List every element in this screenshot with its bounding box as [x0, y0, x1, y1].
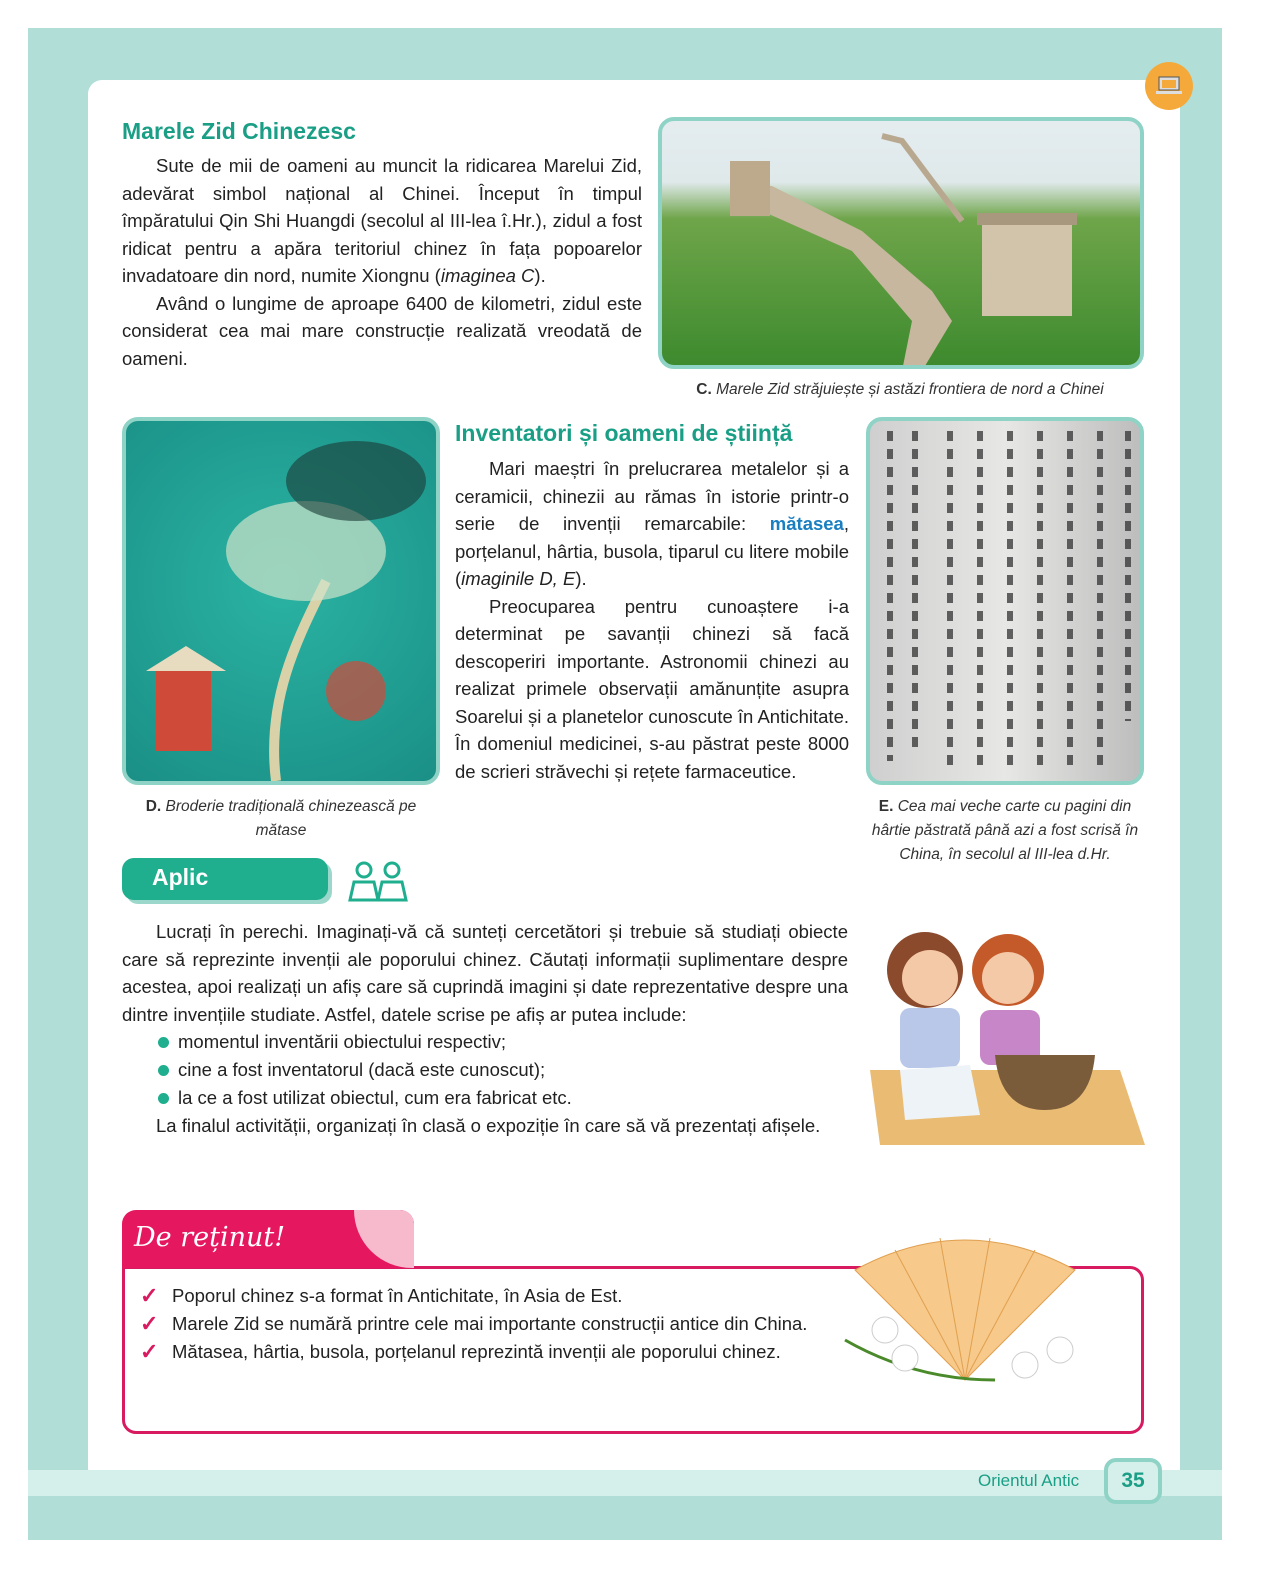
footer-chapter: Orientul Antic: [978, 1471, 1080, 1490]
check-icon: ✓: [140, 1283, 159, 1308]
children-illustration: [860, 920, 1150, 1155]
caption-e: E. Cea mai veche carte cu pagini din hârtie păstrată până azi a fost scrisă în China, în secolul al III-lea d.Hr.: [871, 798, 1139, 863]
check-icon: ✓: [140, 1339, 159, 1364]
retinut-list: [140, 1282, 810, 1366]
ancient-book-image: [866, 417, 1144, 785]
section-title-great-wall: Marele Zid Chinezesc: [122, 118, 356, 144]
caption-c: C. Marele Zid străjuiește și astăzi frontiera de nord a Chinei: [696, 381, 1104, 398]
aplic-bullets: [154, 1028, 848, 1112]
retinut-item: ✓ Poporul chinez s-a format în Antichitate, în Asia de Est.: [140, 1283, 623, 1308]
check-icon: ✓: [140, 1311, 159, 1336]
fan-illustration: [835, 1230, 1095, 1405]
aplic-badge: [122, 858, 328, 900]
de-retinut-header: De reținut!: [122, 1210, 414, 1268]
page-number: 35: [1104, 1458, 1162, 1504]
retinut-item: ✓ Mătasea, hârtia, busola, porțelanul reprezintă invenții ale poporului chinez.: [140, 1339, 781, 1364]
retinut-item: ✓ Marele Zid se numără printre cele mai importante construcții antice din China.: [140, 1311, 808, 1336]
silk-embroidery-image: [122, 417, 440, 785]
caption-d: D. Broderie tradițională chinezească pe mătase: [145, 798, 417, 839]
great-wall-image: [658, 117, 1144, 369]
aplic-text: Lucrați în perechi. Imaginați-vă că sunteți cercetători și trebuie să studiați obiecte care să reprezinte invenții ale poporului chinez. Căutați informații suplimentare despre acestea, apoi realizați un afiș care să cuprindă imagini și date reprezentative despre una dintre invențiile studiate. Astfel, datele scrise pe afiș ar putea include: momentul inventării obiectului respectiv; cine a fost inventatorul (dacă este cunoscut); la ce a fost utilizat obiectul, cum era fabricat etc. La finalul activității, organizați în clasă o expoziție în care să vă prezentați afișele.: [122, 921, 848, 1136]
digital-laptop-icon[interactable]: [1145, 62, 1193, 110]
great-wall-text: Sute de mii de oameni au muncit la ridicarea Marelui Zid, adevărat simbol național al Chinei. Început în timpul împăratului Qin Shi Huangdi (secolul al III-lea î.Hr.), zidul a fost ridicat pentru a apăra teritoriul chinez în fața popoarelor invadatoare din nord, numite Xiongnu (imaginea C). Având o lungime de aproape 6400 de kilometri, zidul este considerat cea mai mare construcție realizată vreodată de oameni.: [122, 155, 642, 369]
bullet-item: momentul inventării obiectului respectiv;: [154, 1028, 848, 1056]
section-title-inventors: Inventatori și oameni de știință: [455, 420, 793, 446]
pair-work-icon: [346, 860, 412, 907]
bullet-item: la ce a fost utilizat obiectul, cum era fabricat etc.: [154, 1084, 848, 1112]
bullet-item: cine a fost inventatorul (dacă este cunoscut);: [154, 1056, 848, 1084]
inventors-text: Mari maeștri în prelucrarea metalelor și a ceramicii, chinezii au rămas în istorie printr-o serie de invenții remarcabile: mătasea, porțelanul, hârtia, busola, tiparul cu litere mobile (imaginile D, E). Preocuparea pentru cunoaștere i-a determinat pe savanții chinezi să facă descoperiri importante. Astronomii chinezi au realizat primele observații amănunțite asupra Soarelui și a planetelor cunoscute în Antichitate. În domeniul medicinei, s-au păstrat peste 8000 de scrieri străvechi și rețete farmaceutice.: [455, 458, 849, 782]
aplic-label: Aplic: [152, 864, 209, 890]
